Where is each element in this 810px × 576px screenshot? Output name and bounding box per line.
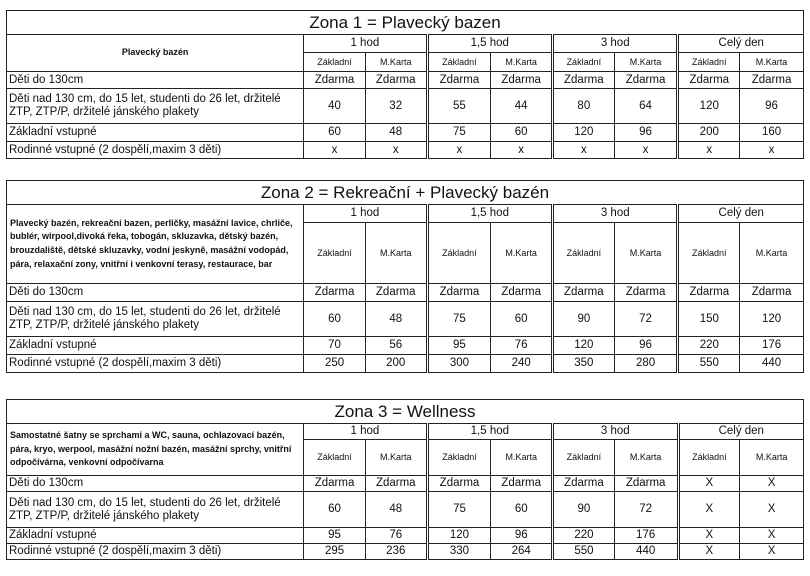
table-row	[7, 337, 804, 355]
table-row	[7, 476, 804, 492]
price-cell: Zdarma	[740, 284, 804, 302]
row-label: Rodinné vstupné (2 dospělí,maxim 3 děti)	[7, 355, 304, 373]
price-cell: 60	[304, 492, 366, 528]
duration-header: 1,5 hod	[427, 424, 552, 440]
price-cell: 550	[553, 544, 615, 560]
price-cell: Zdarma	[427, 476, 491, 492]
table-row	[7, 302, 804, 337]
table-row	[7, 124, 804, 142]
duration-header: 1 hod	[304, 35, 427, 53]
price-cell: 60	[491, 492, 553, 528]
subheader: M.Karta	[614, 223, 678, 284]
subheader: M.Karta	[491, 440, 553, 476]
price-cell: Zdarma	[427, 72, 491, 89]
price-cell: Zdarma	[304, 72, 366, 89]
price-cell: Zdarma	[614, 284, 678, 302]
price-cell: 60	[304, 124, 366, 142]
price-cell: 75	[427, 302, 491, 337]
price-cell: 48	[365, 302, 427, 337]
price-cell: 96	[740, 89, 804, 124]
price-cell: 220	[678, 337, 740, 355]
price-cell: 70	[304, 337, 366, 355]
subheader: M.Karta	[614, 440, 678, 476]
subheader: Základní	[553, 440, 615, 476]
price-cell: 44	[491, 89, 553, 124]
price-cell: 120	[553, 337, 615, 355]
duration-header: Celý den	[678, 35, 804, 53]
price-cell: 264	[491, 544, 553, 560]
price-cell: 48	[365, 492, 427, 528]
subheader: M.Karta	[365, 223, 427, 284]
price-cell: 56	[365, 337, 427, 355]
price-cell: 90	[553, 492, 615, 528]
row-label: Základní vstupné	[7, 124, 304, 142]
duration-header: Celý den	[678, 205, 804, 223]
subheader: M.Karta	[614, 53, 678, 72]
price-cell: 64	[614, 89, 678, 124]
price-cell: Zdarma	[678, 72, 740, 89]
zone-3-table	[6, 399, 804, 560]
price-cell: x	[552, 142, 614, 159]
duration-header: 1 hod	[304, 205, 427, 223]
subheader: Základní	[304, 53, 366, 72]
price-cell: 330	[427, 544, 491, 560]
price-cell: 96	[491, 528, 553, 544]
duration-header: 1,5 hod	[427, 205, 552, 223]
zone-2-table	[6, 180, 804, 373]
duration-header: 3 hod	[553, 424, 678, 440]
price-cell: x	[678, 142, 740, 159]
price-cell: 72	[614, 302, 678, 337]
row-label: Děti nad 130 cm, do 15 let, studenti do 26 let, držitelé ZTP, ZTP/P, držitelé jánského plakety	[7, 492, 304, 528]
zone-title: Zona 3 = Wellness	[7, 400, 804, 424]
subheader: M.Karta	[740, 53, 804, 72]
price-cell: X	[740, 492, 804, 528]
price-cell: 236	[365, 544, 427, 560]
duration-header: 1,5 hod	[427, 35, 552, 53]
zone-title: Zona 2 = Rekreační + Plavecký bazén	[7, 181, 804, 205]
table-row	[7, 528, 804, 544]
subheader: Základní	[678, 223, 740, 284]
price-cell: Zdarma	[678, 284, 740, 302]
price-cell: Zdarma	[365, 284, 427, 302]
table-row	[7, 142, 804, 159]
row-label: Základní vstupné	[7, 528, 304, 544]
price-cell: 80	[552, 89, 614, 124]
price-cell: 76	[365, 528, 427, 544]
price-cell: x	[427, 142, 491, 159]
subheader: M.Karta	[365, 440, 427, 476]
price-cell: 40	[304, 89, 366, 124]
price-cell: Zdarma	[491, 284, 553, 302]
price-cell: Zdarma	[365, 476, 427, 492]
zone-description: Samostatné šatny se sprchami a WC, sauna, ochlazovací bazén, pára, kryo, werpool, masážní nožní bazén, masážní sprchy, vnitřní odpočívárna, venkovní odpočívarna	[7, 424, 304, 476]
price-cell: 176	[740, 337, 804, 355]
price-cell: 350	[553, 355, 615, 373]
price-cell: X	[678, 476, 740, 492]
row-label: Děti nad 130 cm, do 15 let, studenti do 26 let, držitelé ZTP, ZTP/P, držitelé jánského plakety	[7, 302, 304, 337]
price-cell: 96	[614, 337, 678, 355]
price-cell: 160	[740, 124, 804, 142]
subheader: M.Karta	[740, 440, 804, 476]
price-cell: 295	[304, 544, 366, 560]
price-cell: Zdarma	[491, 476, 553, 492]
row-label: Děti nad 130 cm, do 15 let, studenti do 26 let, držitelé ZTP, ZTP/P, držitelé jánského plakety	[7, 89, 304, 124]
subheader: Základní	[678, 53, 740, 72]
zone-title: Zona 1 = Plavecký bazen	[7, 11, 804, 35]
price-cell: 120	[427, 528, 491, 544]
subheader: Základní	[427, 440, 491, 476]
price-cell: 220	[553, 528, 615, 544]
duration-header: Celý den	[678, 424, 803, 440]
row-label: Rodinné vstupné (2 dospělí,maxim 3 děti)	[7, 544, 304, 560]
price-cell: 90	[553, 302, 615, 337]
subheader: Základní	[552, 53, 614, 72]
subheader: Základní	[427, 53, 491, 72]
duration-header: 1 hod	[304, 424, 427, 440]
price-cell: x	[365, 142, 427, 159]
price-cell: 300	[427, 355, 491, 373]
price-cell: 95	[427, 337, 491, 355]
table-row	[7, 355, 804, 373]
price-cell: Zdarma	[553, 284, 615, 302]
price-cell: 120	[678, 89, 740, 124]
price-cell: Zdarma	[740, 72, 804, 89]
price-cell: X	[678, 528, 740, 544]
price-cell: X	[678, 492, 740, 528]
subheader: Základní	[678, 440, 740, 476]
row-label: Základní vstupné	[7, 337, 304, 355]
price-cell: 48	[365, 124, 427, 142]
price-cell: 440	[614, 544, 678, 560]
price-cell: 75	[427, 492, 491, 528]
price-cell: 76	[491, 337, 553, 355]
row-label: Rodinné vstupné (2 dospělí,maxim 3 děti)	[7, 142, 304, 159]
price-cell: 96	[614, 124, 678, 142]
price-cell: 250	[304, 355, 366, 373]
table-row	[7, 72, 804, 89]
price-cell: x	[491, 142, 553, 159]
price-cell: Zdarma	[304, 476, 366, 492]
price-cell: 55	[427, 89, 491, 124]
table-row	[7, 492, 804, 528]
row-label: Děti do 130cm	[7, 476, 304, 492]
table-row	[7, 284, 804, 302]
subheader: Základní	[553, 223, 615, 284]
subheader: M.Karta	[491, 53, 553, 72]
zone-description: Plavecký bazén, rekreační bazen, perličky, masážní lavice, chrliče, bublér, wirpool,divoká řeka, tobogán, skluzavka, dětský bazén, brouzdaliště, dětské skluzavky, vodní jeskyně, masážní vodopád, pára, relaxační zony, vnitřní i venkovní terasy, restaurace, bar	[7, 205, 304, 284]
price-cell: X	[678, 544, 740, 560]
price-cell: Zdarma	[491, 72, 553, 89]
subheader: Základní	[427, 223, 491, 284]
price-cell: x	[740, 142, 804, 159]
zone-1-table	[6, 10, 804, 159]
zone-description: Plavecký bazén	[7, 35, 304, 72]
duration-header: 3 hod	[552, 35, 677, 53]
price-cell: 240	[491, 355, 553, 373]
price-cell: 72	[614, 492, 678, 528]
price-cell: X	[740, 528, 804, 544]
price-cell: 200	[365, 355, 427, 373]
price-cell: X	[740, 544, 804, 560]
price-cell: 440	[740, 355, 804, 373]
price-cell: x	[304, 142, 366, 159]
price-cell: 550	[678, 355, 740, 373]
row-label: Děti do 130cm	[7, 284, 304, 302]
row-label: Děti do 130cm	[7, 72, 304, 89]
price-cell: 120	[552, 124, 614, 142]
subheader: Základní	[304, 223, 366, 284]
table-row	[7, 544, 804, 560]
price-cell: Zdarma	[614, 72, 678, 89]
subheader: M.Karta	[740, 223, 804, 284]
price-cell: 32	[365, 89, 427, 124]
price-cell: X	[740, 476, 804, 492]
duration-header: 3 hod	[553, 205, 678, 223]
price-cell: Zdarma	[427, 284, 491, 302]
price-cell: 200	[678, 124, 740, 142]
price-cell: 60	[491, 302, 553, 337]
price-cell: 75	[427, 124, 491, 142]
price-cell: 60	[304, 302, 366, 337]
price-cell: 176	[614, 528, 678, 544]
price-cell: 280	[614, 355, 678, 373]
subheader: Základní	[304, 440, 366, 476]
price-cell: 95	[304, 528, 366, 544]
price-cell: Zdarma	[553, 476, 615, 492]
price-cell: Zdarma	[614, 476, 678, 492]
price-cell: Zdarma	[552, 72, 614, 89]
subheader: M.Karta	[491, 223, 553, 284]
table-row	[7, 89, 804, 124]
price-cell: 60	[491, 124, 553, 142]
price-cell: x	[614, 142, 678, 159]
price-cell: Zdarma	[365, 72, 427, 89]
price-cell: Zdarma	[304, 284, 366, 302]
price-cell: 120	[740, 302, 804, 337]
subheader: M.Karta	[365, 53, 427, 72]
price-cell: 150	[678, 302, 740, 337]
